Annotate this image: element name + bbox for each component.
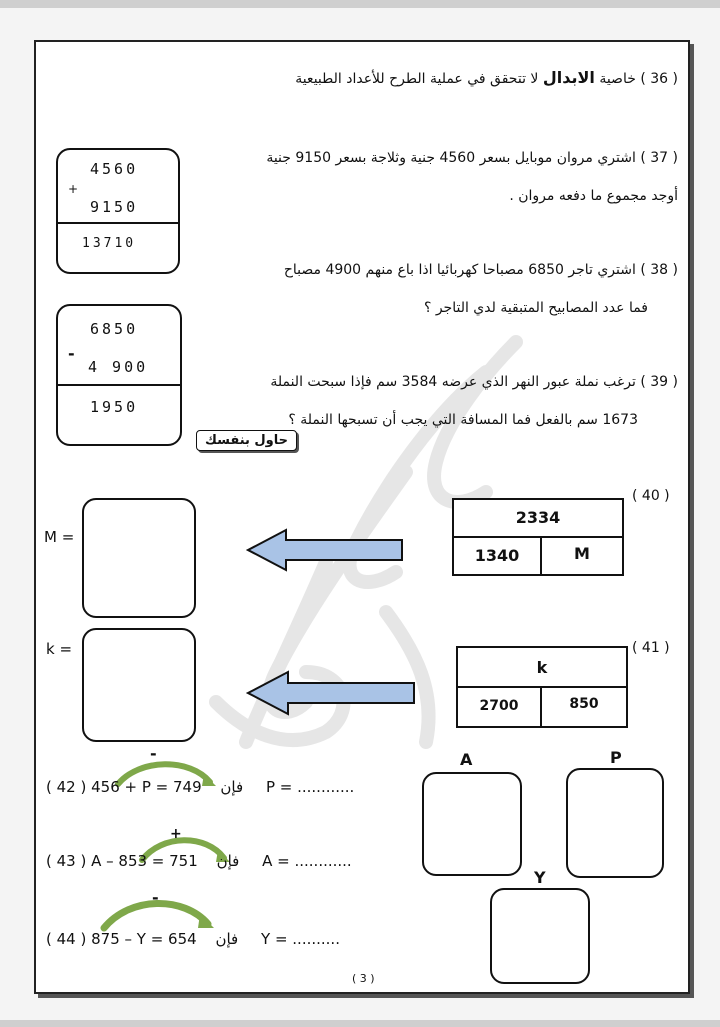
question-36: ( 36 ) خاصية الابدال لا تتحقق في عملية الطرح للأعداد الطبيعية — [295, 68, 678, 87]
work-box-38: 6850 - 4 900 1950 — [56, 304, 182, 446]
answer-box-p[interactable] — [566, 768, 664, 878]
question-38-line2: فما عدد المصابيح المتبقية لدي التاجر ؟ — [423, 300, 648, 316]
difference-line — [58, 384, 180, 386]
answer-label-k: k = — [46, 640, 73, 658]
worksheet-page — [34, 40, 690, 994]
number-bond-table-41 — [456, 646, 628, 728]
question-37-line2: أوجد مجموع ما دفعه مروان . — [509, 188, 678, 204]
answer-box-a[interactable] — [422, 772, 522, 876]
answer-box-y[interactable] — [490, 888, 590, 984]
box-label-y: Y — [534, 868, 546, 887]
work-box-37: 4560 + 9150 13710 — [56, 148, 180, 274]
question-39-line1: ( 39 ) ترغب نملة عبور النهر الذي عرضه 3584 سم فإذا سبحت النملة — [270, 374, 678, 390]
arc-sign: - — [152, 888, 159, 907]
box-label-a: A — [460, 750, 473, 769]
question-41-number: ( 41 ) — [632, 640, 670, 656]
whole-cell: k — [536, 658, 548, 677]
answer-box-m[interactable] — [82, 498, 196, 618]
part-left-cell: 1340 — [474, 546, 520, 565]
answer-label-m: M = — [44, 528, 75, 546]
left-arrow-icon — [246, 528, 404, 572]
arc-sign: - — [150, 744, 157, 763]
number-bond-table-40 — [452, 498, 624, 576]
answer-blank[interactable]: A = ............ — [262, 852, 352, 870]
highlight-term: الابدال — [542, 68, 595, 87]
question-42: ( 42 ) 456 + P = 749 فإن P = ............ — [46, 778, 355, 796]
answer-blank[interactable]: P = ............ — [265, 778, 355, 796]
part-right-cell: M — [574, 544, 590, 563]
left-arrow-icon — [246, 670, 416, 716]
try-yourself-badge: حاول بنفسك — [196, 430, 297, 451]
arc-sign: + — [170, 826, 182, 842]
part-right-cell: 850 — [569, 696, 599, 712]
question-39-line2: 1673 سم بالفعل فما المسافة التي يجب أن تسبحها النملة ؟ — [288, 412, 638, 428]
bottom-border-bar — [0, 1020, 720, 1027]
whole-cell: 2334 — [515, 508, 561, 527]
question-37-line1: ( 37 ) اشتري مروان موبايل بسعر 4560 جنية وثلاجة بسعر 9150 جنية — [266, 150, 678, 166]
answer-blank[interactable]: Y = .......... — [261, 930, 340, 948]
question-number: ( 36 ) — [640, 71, 678, 87]
question-43: ( 43 ) A – 853 = 751 فإن A = ............ — [46, 852, 352, 870]
top-border-bar — [0, 0, 720, 8]
question-40-number: ( 40 ) — [632, 488, 670, 504]
page-number: ( 3 ) — [352, 972, 375, 985]
part-left-cell: 2700 — [479, 698, 519, 714]
question-38-line1: ( 38 ) اشتري تاجر 6850 مصباحا كهربائيا اذا باع منهم 4900 مصباح — [283, 262, 678, 278]
sum-line — [58, 222, 178, 224]
answer-box-k[interactable] — [82, 628, 196, 742]
question-44: ( 44 ) 875 – Y = 654 فإن Y = .......... — [46, 930, 340, 948]
box-label-p: P — [610, 748, 622, 767]
